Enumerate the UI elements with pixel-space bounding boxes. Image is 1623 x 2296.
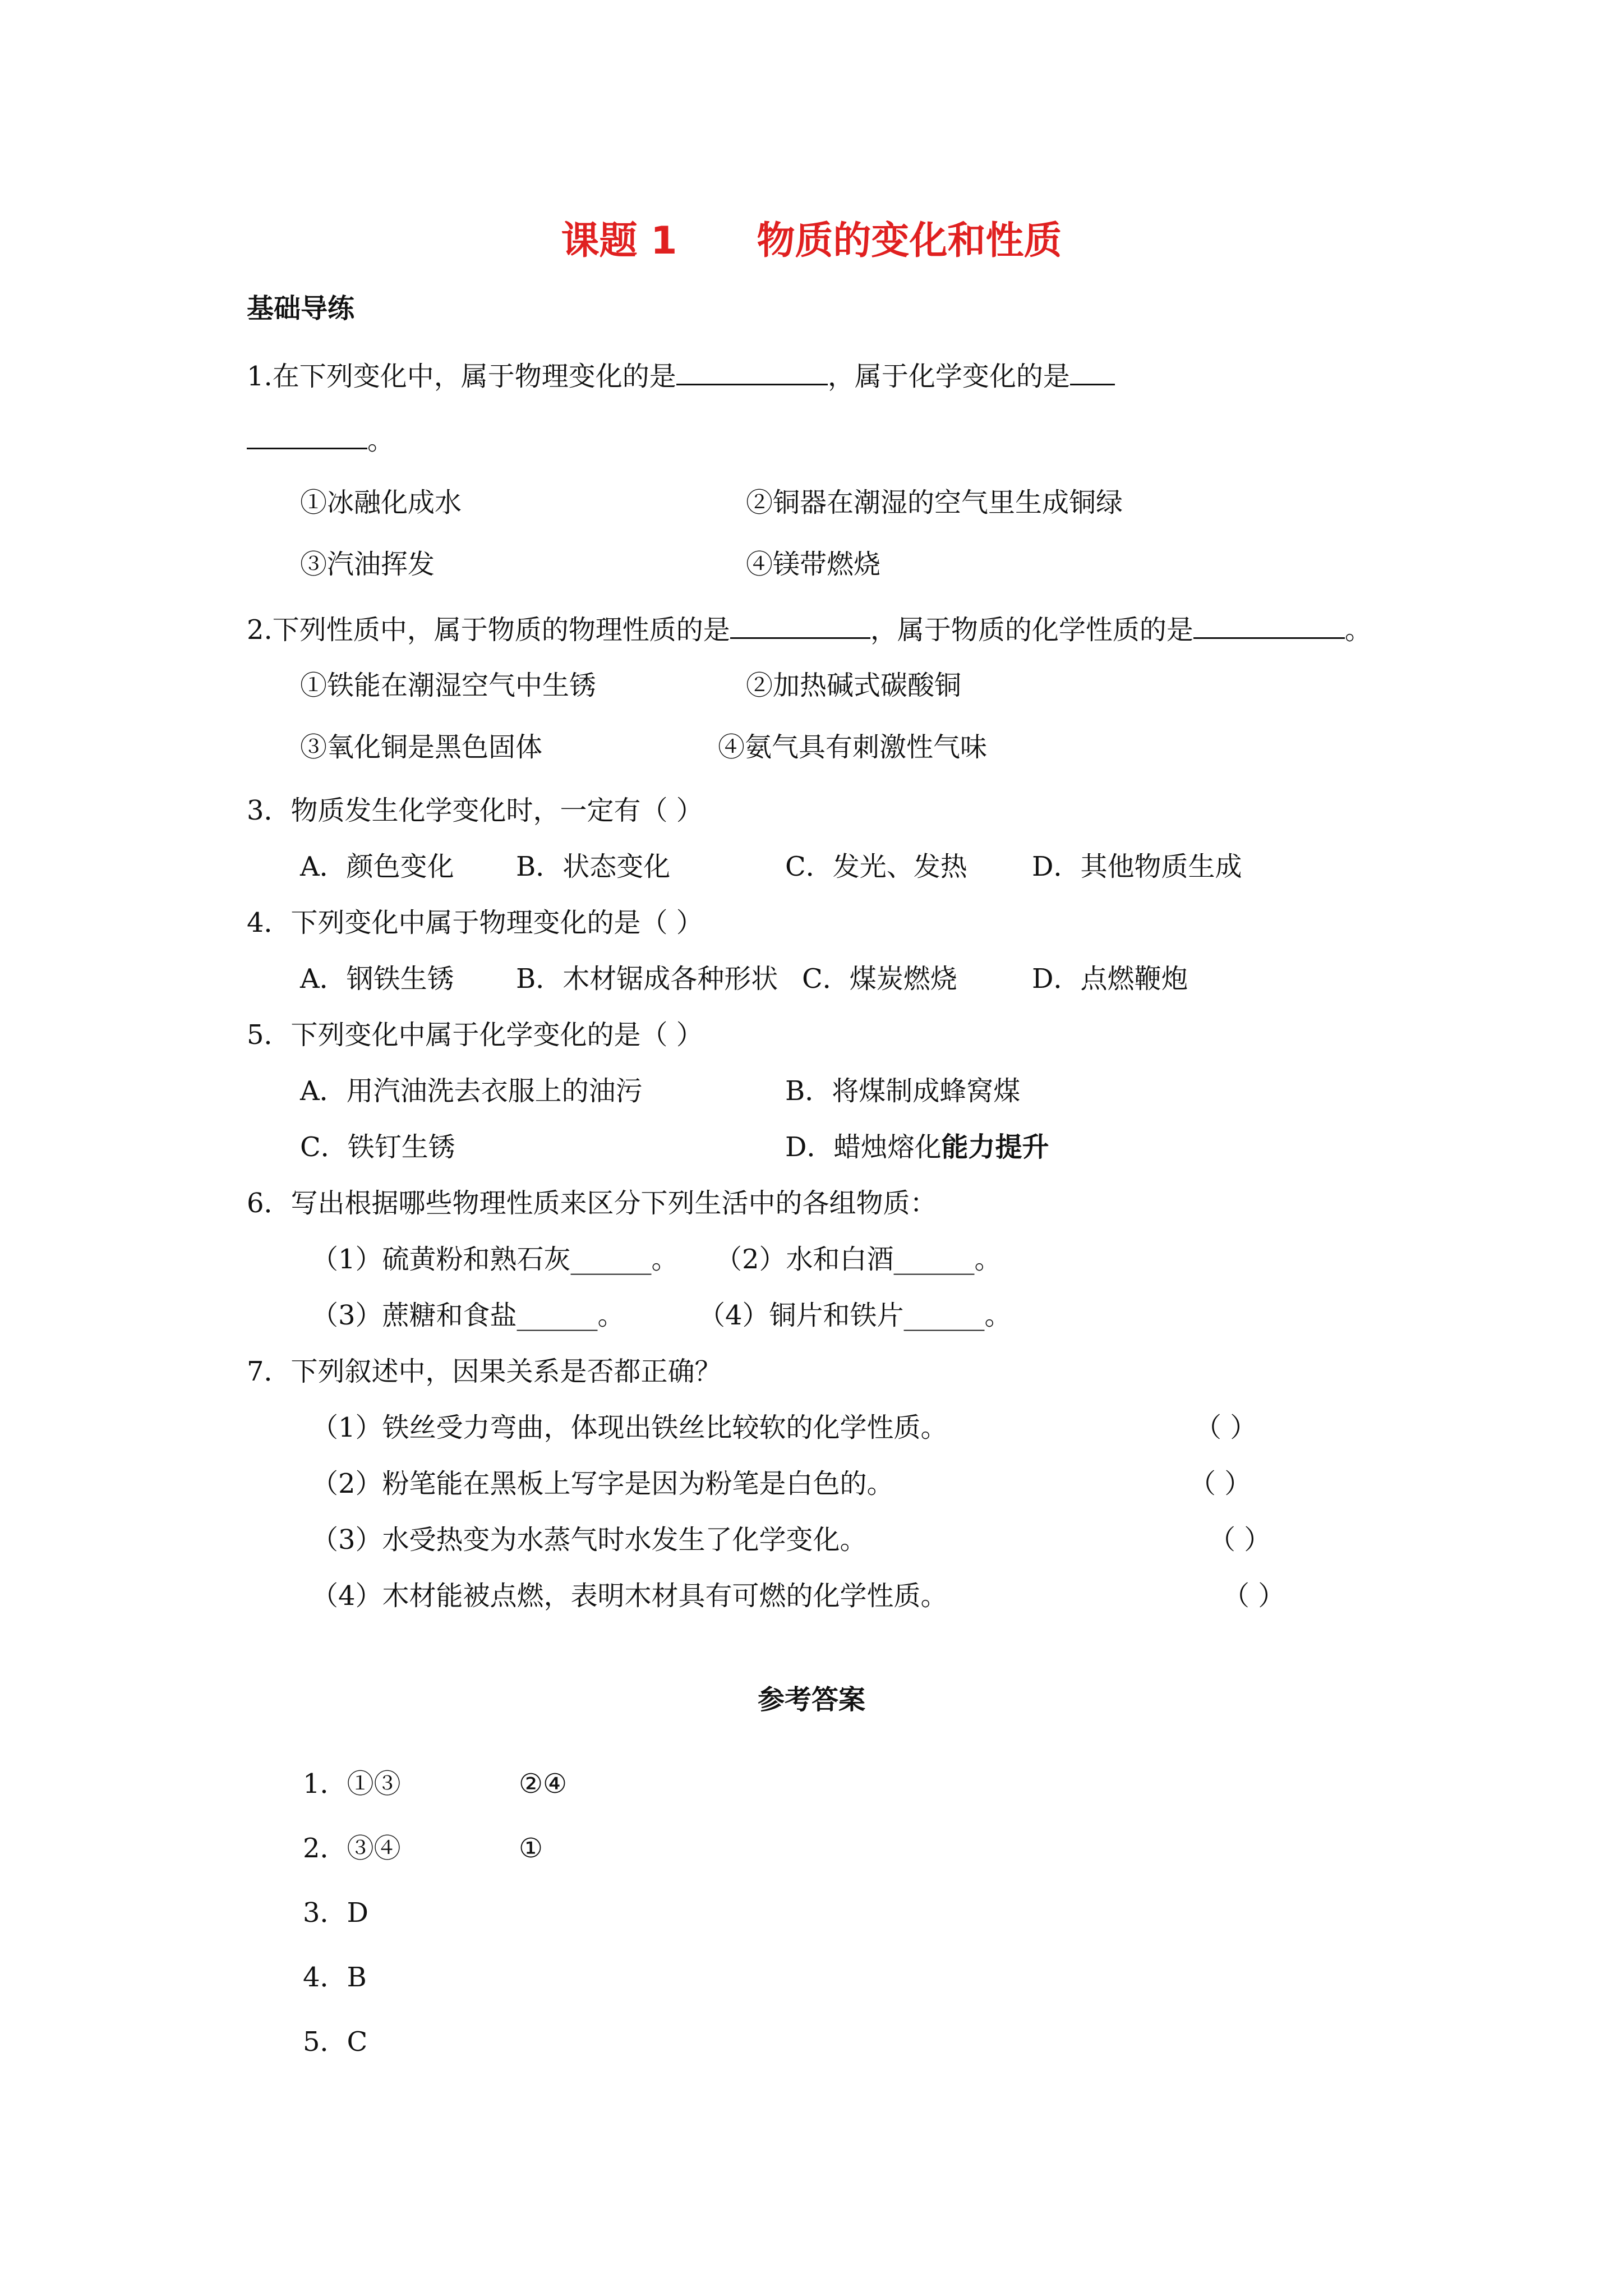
q3-option-c: C．发光、发热 — [785, 851, 967, 882]
q5-option-b: B．将煤制成蜂窝煤 — [785, 1075, 1021, 1107]
q2-option-4: ④氨气具有刺激性气味 — [718, 731, 988, 763]
answer-row-5: 5．C — [303, 2026, 368, 2058]
q2-option-1: ①铁能在潮湿空气中生锈 — [300, 670, 597, 701]
q1-option-3: ③汽油挥发 — [300, 549, 435, 580]
q1-option-1: ①冰融化成水 — [300, 487, 462, 518]
q2-option-2: ②加热碱式碳酸铜 — [746, 670, 962, 701]
answer-row-2-b: ① — [519, 1833, 543, 1864]
q1-option-4: ④镁带燃烧 — [746, 549, 881, 580]
q7-item-3: （3）水受热变为水蒸气时水发生了化学变化。 — [311, 1524, 867, 1556]
question-7-stem: 7．下列叙述中，因果关系是否都正确？ — [247, 1356, 722, 1387]
q5-option-d: D．蜡烛熔化 — [785, 1131, 942, 1163]
q7-answer-paren-2[interactable]: （ ） — [1189, 1468, 1252, 1499]
q7-answer-paren-3[interactable]: （ ） — [1209, 1524, 1271, 1556]
answer-row-3: 3．D — [303, 1897, 369, 1929]
question-3-stem: 3．物质发生化学变化时，一定有（ ） — [247, 795, 703, 826]
answer-row-1: 1．①③ — [303, 1768, 401, 1800]
q5-option-c: C．铁钉生锈 — [300, 1131, 455, 1163]
q6-item-3: （3）蔗糖和食盐______。 — [311, 1300, 625, 1331]
q3-option-a: A．颜色变化 — [300, 851, 454, 882]
answers-heading: 参考答案 — [757, 1684, 865, 1715]
q7-item-4: （4）木材能被点燃，表明木材具有可燃的化学性质。 — [311, 1580, 948, 1612]
section-heading-ability: 能力提升 — [941, 1131, 1049, 1163]
q2-option-3: ③氧化铜是黑色固体 — [300, 731, 543, 763]
answer-blank[interactable] — [730, 611, 870, 639]
q6-item-4: （4）铜片和铁片______。 — [698, 1300, 1012, 1331]
q4-option-c: C．煤炭燃烧 — [802, 963, 957, 995]
answer-row-4: 4．B — [303, 1962, 367, 1993]
answer-blank[interactable] — [247, 422, 367, 449]
answer-row-1-b: ②④ — [519, 1768, 568, 1800]
q3-option-d: D．其他物质生成 — [1032, 851, 1242, 882]
q6-item-2: （2）水和白酒______。 — [715, 1244, 1002, 1275]
q4-option-d: D．点燃鞭炮 — [1032, 963, 1188, 995]
question-5-stem: 5．下列变化中属于化学变化的是（ ） — [247, 1019, 703, 1051]
question-6-stem: 6．写出根据哪些物理性质来区分下列生活中的各组物质： — [247, 1188, 937, 1219]
answer-blank[interactable] — [676, 358, 828, 385]
q4-option-b: B．木材锯成各种形状 — [516, 963, 778, 995]
q5-option-d-row — [785, 1130, 1049, 1164]
section-heading: 基础导练 — [247, 293, 355, 324]
q7-item-2: （2）粉笔能在黑板上写字是因为粉笔是白色的。 — [311, 1468, 894, 1499]
q7-item-1: （1）铁丝受力弯曲，体现出铁丝比较软的化学性质。 — [311, 1412, 948, 1443]
page-title: 课题 1 物质的变化和性质 — [561, 219, 1062, 263]
answer-blank[interactable] — [1070, 358, 1115, 385]
q7-answer-paren-1[interactable]: （ ） — [1195, 1412, 1257, 1443]
q1-option-2: ②铜器在潮湿的空气里生成铜绿 — [746, 487, 1123, 518]
q5-option-a: A．用汽油洗去衣服上的油污 — [300, 1075, 643, 1107]
question-1-stem: 1.在下列变化中，属于物理变化的是 ，属于化学变化的是 — [247, 358, 1115, 393]
q4-option-a: A．钢铁生锈 — [300, 963, 454, 995]
question-2-stem: 2.下列性质中，属于物质的物理性质的是 ，属于物质的化学性质的是 。 — [247, 611, 1372, 647]
q3-option-b: B．状态变化 — [516, 851, 671, 882]
question-4-stem: 4．下列变化中属于物理变化的是（ ） — [247, 907, 703, 938]
answer-blank[interactable] — [1193, 611, 1345, 639]
question-1-stem-cont: 。 — [247, 422, 394, 457]
answer-row-2: 2．③④ — [303, 1833, 401, 1864]
q7-answer-paren-4[interactable]: （ ） — [1223, 1580, 1285, 1612]
q6-item-1: （1）硫黄粉和熟石灰______。 — [311, 1244, 679, 1275]
